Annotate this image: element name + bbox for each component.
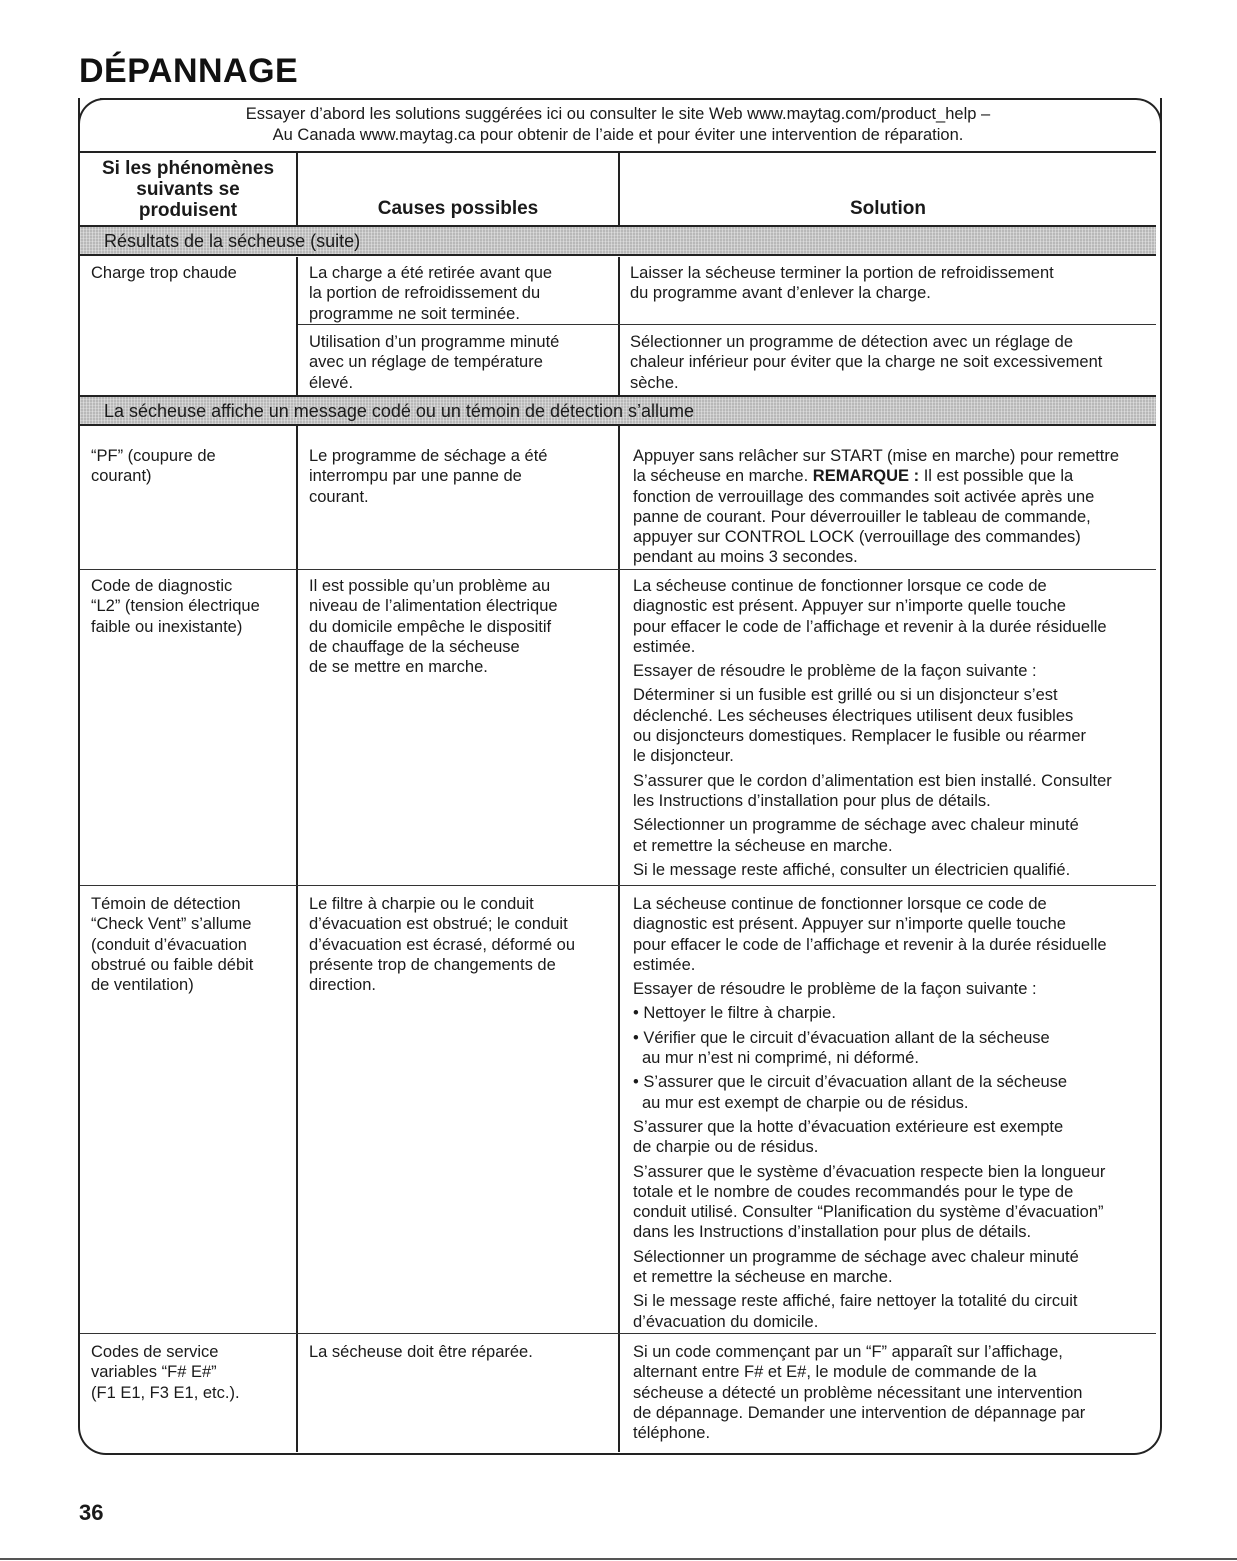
column-divider [296, 426, 298, 1452]
solution-cell: Appuyer sans relâcher sur START (mise en marche) pour remettre la sécheuse en marche. REMARQUE : Il est possible que la fonction de verrouillage des commandes soit activée après une panne de courant. Pour déverrouiller le tableau de commande, appuyer sur CONTROL LOCK (verrouillage des commandes) pendant au moins 3 secondes. [633, 447, 1120, 567]
cause-cell: Utilisation d’un programme minuté avec un réglage de température élevé. [309, 333, 560, 392]
symptom-cell: Charge trop chaude [91, 264, 237, 282]
intro-line-2: Au Canada www.maytag.ca pour obtenir de l’aide et pour éviter une intervention de réparation. [272, 126, 964, 144]
solution-cell: Sélectionner un programme de détection avec un réglage de chaleur inférieur pour éviter que la charge ne soit excessivement sèche. [630, 333, 1103, 392]
cause-cell: Le filtre à charpie ou le conduit d’évacuation est obstrué; le conduit d’évacuation est écrasé, déformé ou présente trop de changements de direction. [309, 895, 575, 995]
header-symptom: Si les phénomènes suivants se produisent [101, 158, 275, 221]
page-number: 36 [79, 1500, 104, 1525]
column-divider [296, 257, 298, 395]
section-title: La sécheuse affiche un message codé ou un témoin de détection s’allume [104, 401, 695, 421]
row-divider [80, 569, 1156, 570]
symptom-cell: Témoin de détection “Check Vent” s’allume (conduit d’évacuation obstrué ou faible débit de ventilation) [91, 895, 254, 995]
row-divider [80, 1333, 1156, 1334]
cause-cell: La charge a été retirée avant que la portion de refroidissement du programme ne soit terminée. [309, 264, 553, 323]
section-band [80, 225, 1156, 256]
page-bottom-rule [0, 1558, 1237, 1560]
remarque-label: REMARQUE : [812, 467, 920, 486]
section-band [80, 395, 1156, 426]
header-causes: Causes possibles [377, 198, 539, 219]
solution-cell: La sécheuse continue de fonctionner lorsque ce code de diagnostic est présent. Appuyer sur n’importe quelle touche pour effacer le code de l’affichage et revenir à la durée résiduelle estimée. Essayer de résoudre le problème de la façon suivante : Déterminer si un fusible est grillé ou si un disjoncteur s’est déclenché. Les sécheuses électriques utilisent deux fusibles ou disjoncteurs domestiques. Remplacer le fusible ou réarmer le disjoncteur. S’assurer que le cordon d’alimentation est bien installé. Consulter les Instructions d’installation pour plus de détails. Sélectionner un programme de séchage avec chaleur minuté et remettre la sécheuse en marche. Si le message reste affiché, consulter un électricien qualifié. [633, 577, 1112, 879]
solution-cell: Si un code commençant par un “F” apparaît sur l’affichage, alternant entre F# et E#, le module de commande de la sécheuse a détecté un problème nécessitant une intervention de dépannage. Demander une intervention de dépannage par téléphone. [633, 1343, 1086, 1443]
page-title: DÉPANNAGE [79, 52, 299, 90]
solution-cell: Laisser la sécheuse terminer la portion de refroidissement du programme avant d’enlever la charge. [630, 264, 1054, 303]
intro-line-1: Essayer d’abord les solutions suggérées ici ou consulter le site Web www.maytag.com/product_help – [245, 105, 991, 123]
column-divider [618, 426, 620, 1452]
frame-top-border [100, 98, 1136, 100]
cause-cell: Le programme de séchage a été interrompu par une panne de courant. [309, 447, 548, 506]
symptom-cell: Code de diagnostic “L2” (tension électrique faible ou inexistante) [91, 577, 260, 636]
cause-cell: La sécheuse doit être réparée. [309, 1343, 533, 1361]
row-sub-divider [298, 324, 1156, 325]
solution-cell: La sécheuse continue de fonctionner lorsque ce code de diagnostic est présent. Appuyer sur n’importe quelle touche pour effacer le code de l’affichage et revenir à la durée résiduelle estimée. Essayer de résoudre le problème de la façon suivante : • Nettoyer le filtre à charpie. • Vérifier que le circuit d’évacuation allant de la sécheuse au mur n’est ni comprimé, ni déformé. • S’assurer que le circuit d’évacuation allant de la sécheuse au mur est exempt de charpie ou de résidus. S’assurer que la hotte d’évacuation extérieure est exempte de charpie ou de résidus. S’assurer que le système d’évacuation respecte bien la longueur totale et le nombre de coudes recommandés pour le type de conduit utilisé. Consulter “Planification du système d’évacuation” dans les Instructions d’installation pour plus de détails. Sélectionner un programme de séchage avec chaleur minuté et remettre la sécheuse en marche. Si le message reste affiché, faire nettoyer la totalité du circuit d’évacuation du domicile. [633, 895, 1107, 1331]
header-solution: Solution [850, 198, 926, 219]
column-divider [618, 151, 620, 225]
cause-cell: Il est possible qu’un problème au niveau de l’alimentation électrique du domicile empêche le dispositif de chauffage de la sécheuse de se mettre en marche. [309, 577, 558, 677]
symptom-cell: Codes de service variables “F# E#” (F1 E1, F3 E1, etc.). [91, 1343, 240, 1402]
intro-text [80, 104, 1156, 146]
row-divider [80, 885, 1156, 886]
section-title: Résultats de la sécheuse (suite) [104, 231, 361, 251]
column-divider [618, 257, 620, 395]
symptom-cell: “PF” (coupure de courant) [91, 447, 216, 486]
column-divider [296, 151, 298, 225]
